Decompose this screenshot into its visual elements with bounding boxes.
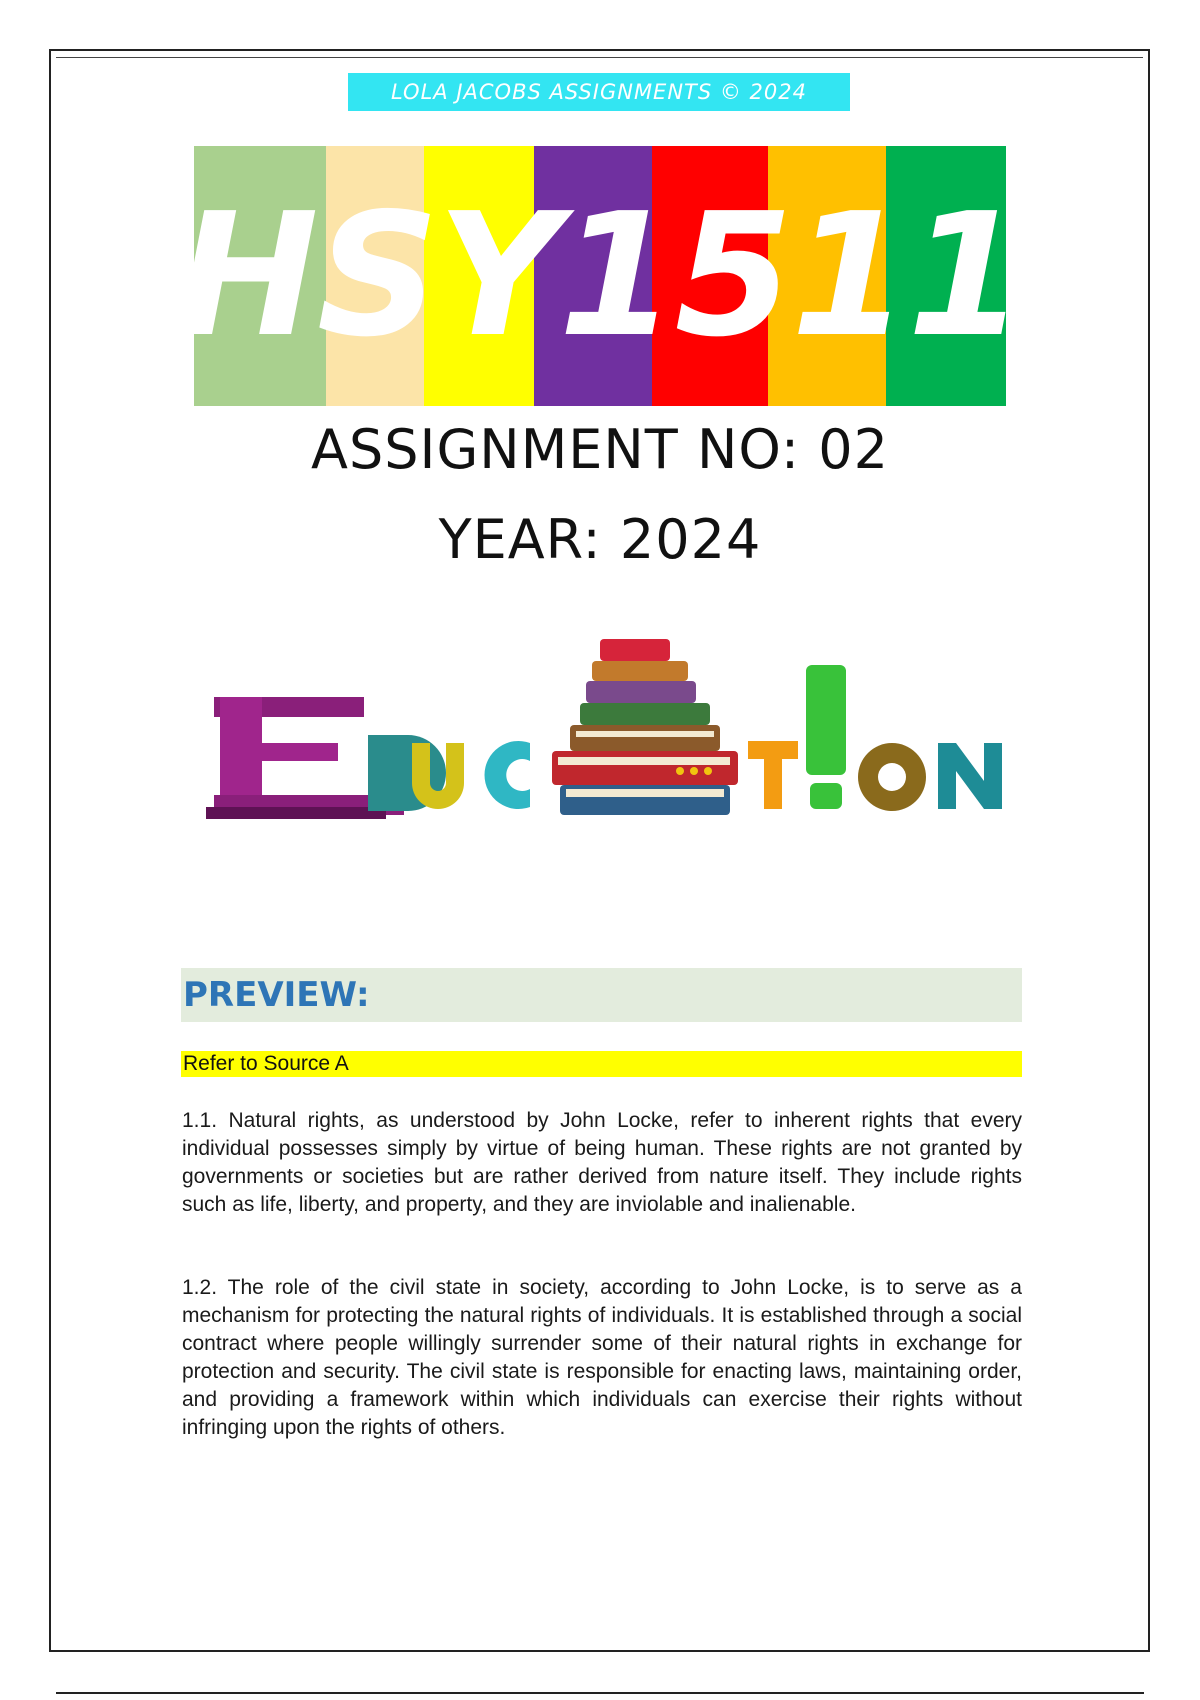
page-bottom-rule xyxy=(56,1692,1144,1694)
education-artwork xyxy=(200,625,1080,855)
assignment-year: YEAR: 2024 xyxy=(438,508,762,571)
book-stack-icon xyxy=(552,639,738,815)
letter-t-shape xyxy=(748,741,798,809)
letter-n-shape xyxy=(938,743,1002,809)
preview-heading-bar xyxy=(181,968,1022,1022)
preview-heading: PREVIEW: xyxy=(183,975,370,1015)
assignment-number: ASSIGNMENT NO: 02 xyxy=(311,418,889,481)
source-reference: Refer to Source A xyxy=(181,1051,1022,1077)
answer-paragraph-2: 1.2. The role of the civil state in society, according to John Locke, is to serve as a mechanism for protecting the natural rights of individuals. It is established through a social contract where people willingly surrender some of their natural rights in exchange for protection and security. The civil state is responsible for enacting laws, maintaining order, and providing a framework within which individuals can exercise their rights without infringing upon the rights of others. xyxy=(182,1276,1022,1439)
letter-c-shape xyxy=(485,741,530,809)
page-border-top-rule xyxy=(56,57,1143,58)
answer-paragraph-1: 1.1. Natural rights, as understood by John Locke, refer to inherent rights that every individual possesses simply by virtue of being human. These rights are not granted by governments or societies but are rather derived from nature itself. They include rights such as life, liberty, and property, and they are inviolable and inalienable. xyxy=(182,1109,1022,1216)
exclamation-shape xyxy=(806,665,846,809)
module-code-title: HSY1511 xyxy=(176,177,1024,375)
header-banner xyxy=(348,73,850,111)
header-banner-text: LOLA JACOBS ASSIGNMENTS © 2024 xyxy=(391,80,807,104)
